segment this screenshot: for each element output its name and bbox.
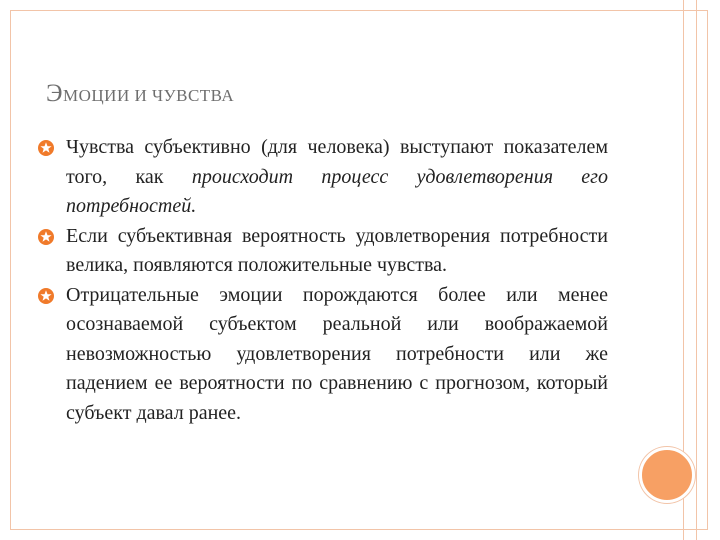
star-bullet-icon bbox=[38, 140, 54, 156]
title-rest: МОЦИИ И ЧУВСТВА bbox=[63, 86, 235, 105]
item-text: Чувства субъективно (для человека) выступают показателем того, как bbox=[66, 136, 608, 188]
list-item bbox=[38, 281, 608, 429]
star-bullet-icon bbox=[38, 288, 54, 304]
list-item bbox=[38, 222, 608, 281]
star-bullet-icon bbox=[38, 229, 54, 245]
list-item bbox=[38, 133, 608, 222]
bullet-list bbox=[38, 133, 608, 428]
item-text-italic: происходит процесс удовлетворения его потребностей. bbox=[66, 165, 608, 217]
title-capital: Э bbox=[46, 80, 64, 107]
item-text: Если субъективная вероятность удовлетворения потребности велика, появляются положительные чувства. bbox=[66, 224, 608, 276]
slide-title bbox=[46, 80, 234, 108]
decorative-circle bbox=[639, 447, 695, 503]
decorative-line bbox=[696, 0, 697, 540]
item-text: Отрицательные эмоции порождаются более или менее осознаваемой субъектом реальной или воображаемой невозможностью удовлетворения потребности или же падением ее вероятности по сравнению с прогнозом, который субъект давал ранее. bbox=[66, 283, 608, 424]
